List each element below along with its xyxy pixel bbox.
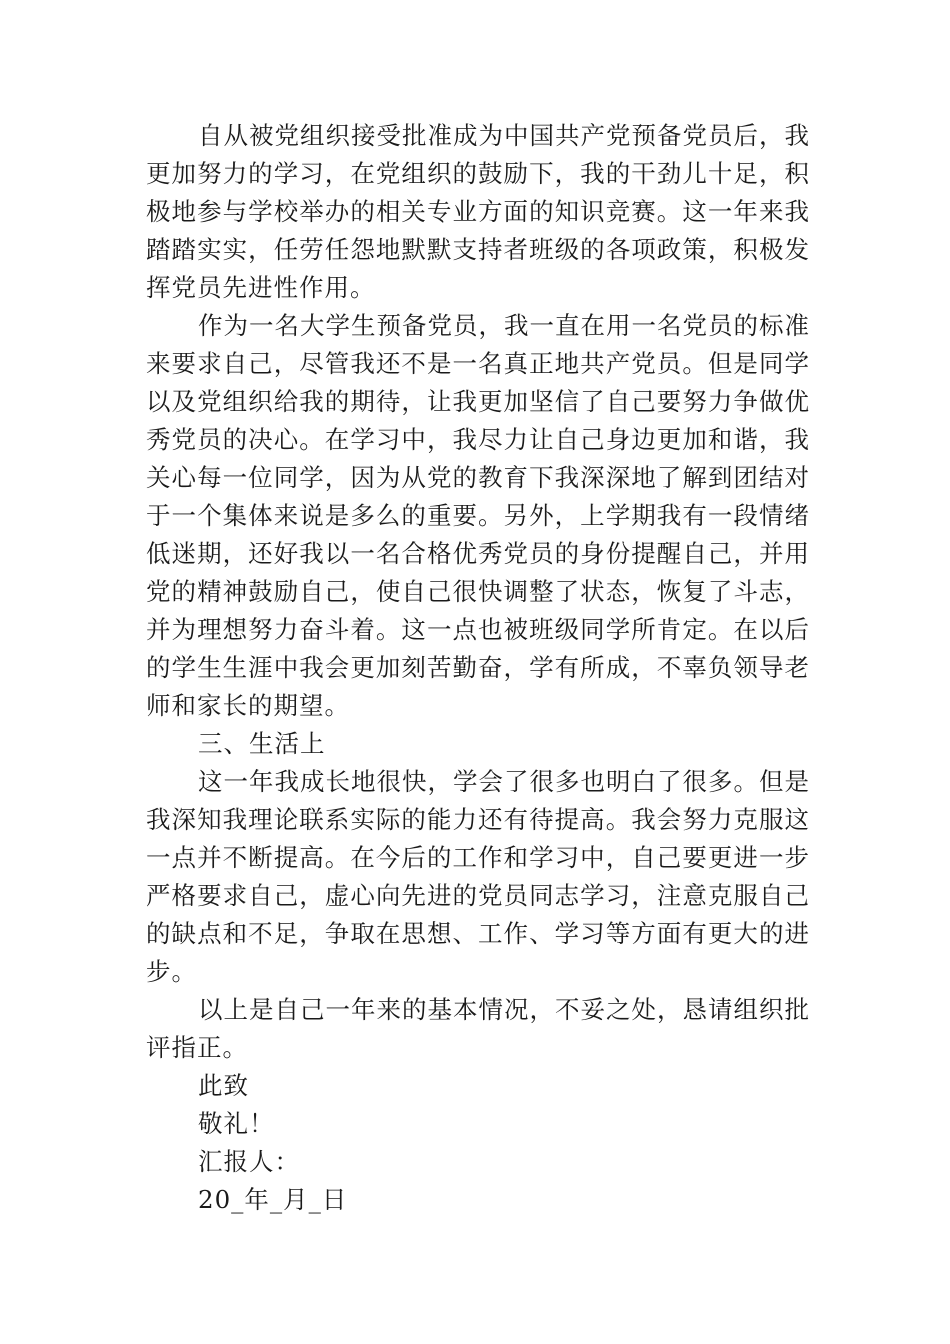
- paragraph-membership-study: 自从被党组织接受批准成为中国共产党预备党员后，我更加努力的学习，在党组织的鼓励下，我的干劲儿十足，积极地参与学校举办的相关专业方面的知识竞赛。这一年来我踏踏实实，任劳任怨地默默支持者班级的各项政策，积极发挥党员先进性作用。: [146, 121, 810, 302]
- section-heading-life: 三、生活上: [198, 729, 326, 758]
- paragraph-student-member: 作为一名大学生预备党员，我一直在用一名党员的标准来要求自己，尽管我还不是一名真正地共产党员。但是同学以及党组织给我的期待，让我更加坚信了自己要努力争做优秀党员的决心。在学习中，我尽力让自己身边更加和谐，我关心每一位同学，因为从党的教育下我深深地了解到团结对于一个集体来说是多么的重要。另外，上学期我有一段情绪低迷期，还好我以一名合格优秀党员的身份提醒自己，并用党的精神鼓励自己，使自己很快调整了状态，恢复了斗志，并为理想努力奋斗着。这一点也被班级同学所肯定。在以后的学生生涯中我会更加刻苦勤奋，学有所成，不辜负领导老师和家长的期望。: [146, 311, 810, 720]
- date-line: 20_年_月_日: [198, 1185, 348, 1214]
- regards: 敬礼！: [198, 1109, 275, 1138]
- salutation: 此致: [198, 1071, 249, 1100]
- document-body: [146, 117, 810, 1219]
- reporter-label: 汇报人：: [198, 1147, 300, 1176]
- paragraph-closing: 以上是自己一年来的基本情况，不妥之处，恳请组织批评指正。: [146, 995, 810, 1062]
- paragraph-life: 这一年我成长地很快，学会了很多也明白了很多。但是我深知我理论联系实际的能力还有待提高。我会努力克服这一点并不断提高。在今后的工作和学习中，自己要更进一步严格要求自己，虚心向先进的党员同志学习，注意克服自己的缺点和不足，争取在思想、工作、学习等方面有更大的进步。: [146, 767, 810, 986]
